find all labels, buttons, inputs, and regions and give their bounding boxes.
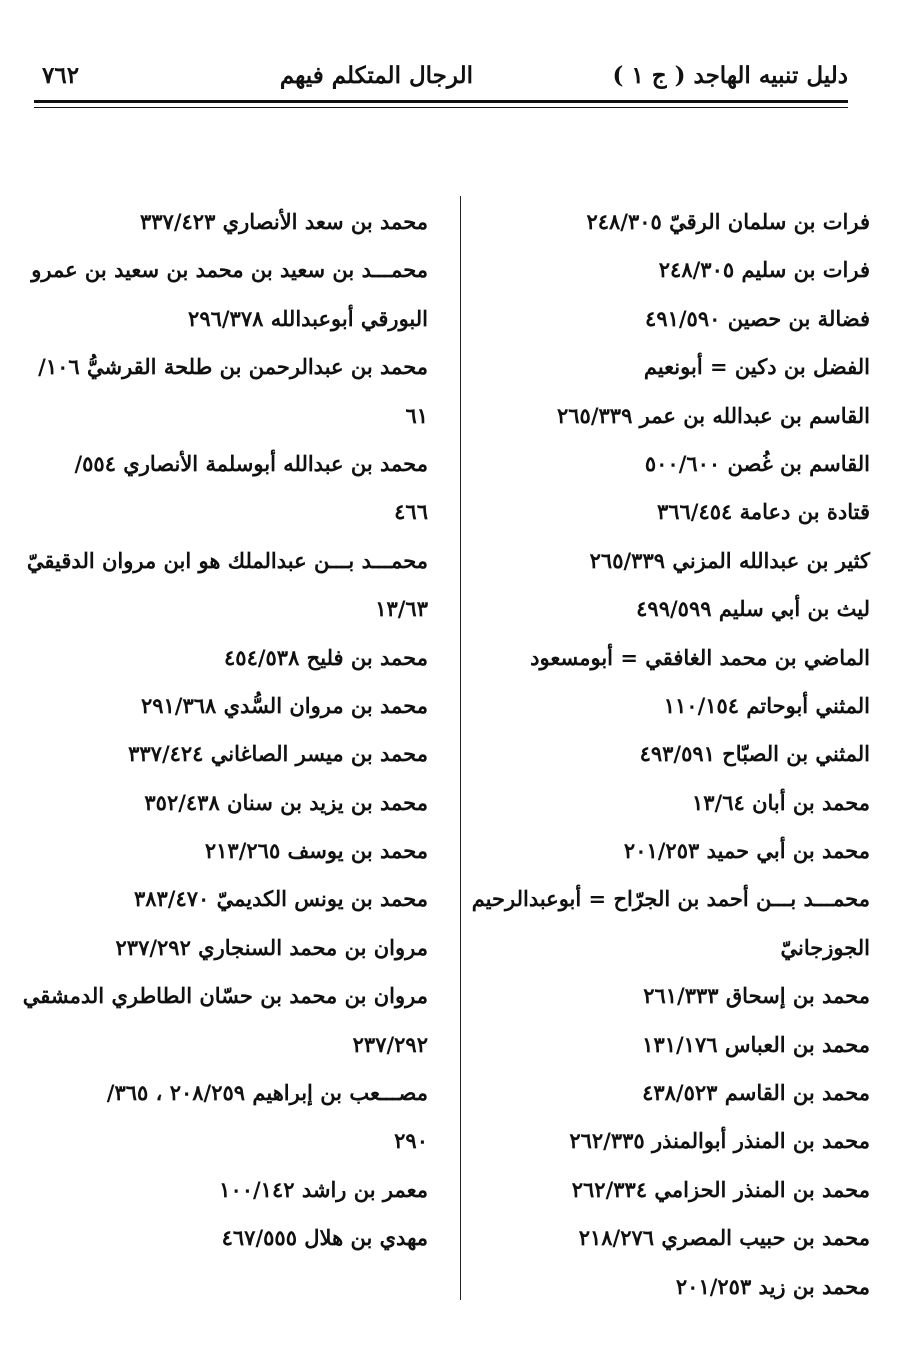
index-entry: محمـــد بن سعيد بن محمد بن سعيد بن عمرو <box>31 257 428 283</box>
index-entry: محمد بن العباس ١٣١/١٧٦ <box>642 1031 870 1057</box>
index-entry: محمد بن يزيد بن سنان ٣٥٢/٤٣٨ <box>144 789 428 815</box>
right-column <box>471 198 870 1311</box>
index-entry: فرات بن سليم ٢٤٨/٣٠٥ <box>658 257 870 283</box>
column-divider <box>460 196 461 1300</box>
index-entry: مصـــعب بن إبراهيم ٢٠٨/٢٥٩ ، ٣٦٥/ <box>106 1080 428 1106</box>
index-entry: القاسم بن عبدالله بن عمر ٢٦٥/٣٣٩ <box>557 402 870 428</box>
index-entry: محمـــد بـــن أحمد بن الجرّاح = أبوعبدالرحيم <box>471 886 870 912</box>
index-entry: كثير بن عبدالله المزني ٢٦٥/٣٣٩ <box>589 547 870 573</box>
index-entry: محمد بن فليح ٤٥٤/٥٣٨ <box>224 644 428 670</box>
index-entry: ٢٩٠ <box>394 1128 428 1154</box>
index-entry: ٤٦٦ <box>394 499 428 525</box>
index-entry: محمد بن ميسر الصاغاني ٣٣٧/٤٢٤ <box>128 741 428 767</box>
index-entry: محمد بن يوسف ٢١٣/٢٦٥ <box>204 838 428 864</box>
index-entry: معمر بن راشد ١٠٠/١٤٢ <box>219 1176 428 1202</box>
index-entry: محمد بن إسحاق ٢٦١/٣٣٣ <box>643 983 870 1009</box>
header-rule-thick <box>34 100 848 103</box>
header-rule-thin <box>34 107 848 108</box>
index-entry: الجوزجانيّ <box>780 934 870 960</box>
index-entry: محمد بن أبي حميد ٢٠١/٢٥٣ <box>623 838 870 864</box>
left-column <box>22 198 428 1263</box>
index-entry: محمد بن سعد الأنصاري ٣٣٧/٤٢٣ <box>140 209 428 234</box>
index-entry: مروان بن محمد السنجاري ٢٣٧/٢٩٢ <box>115 934 428 960</box>
book-title: دليل تنبيه الهاجد ( ج ١ ) <box>612 62 848 89</box>
section-title: الرجال المتكلم فيهم <box>279 62 473 89</box>
index-entry: المثني بن الصبّاح ٤٩٣/٥٩١ <box>639 741 870 767</box>
index-entry: محمد بن القاسم ٤٣٨/٥٢٣ <box>642 1080 870 1106</box>
index-entry: محمد بن عبدالرحمن بن طلحة القرشيُّ ١٠٦/ <box>38 354 428 380</box>
index-entry: محمد بن حبيب المصري ٢١٨/٢٧٦ <box>578 1225 870 1251</box>
index-entry: محمد بن مروان السُّدي ٢٩١/٣٦٨ <box>140 692 428 718</box>
index-entry: ليث بن أبي سليم ٤٩٩/٥٩٩ <box>636 596 870 622</box>
index-entry: محمـــد بـــن عبدالملك هو ابن مروان الدقيقيّ <box>26 547 428 573</box>
index-entry: قتادة بن دعامة ٣٦٦/٤٥٤ <box>656 499 870 525</box>
index-entry: الماضي بن محمد الغافقي = أبومسعود <box>530 644 870 670</box>
index-entry: المثني أبوحاتم ١١٠/١٥٤ <box>663 692 870 718</box>
page-number: ٧٦٢ <box>42 62 80 89</box>
index-entry: محمد بن أبان ١٣/٦٤ <box>691 789 870 815</box>
index-entry: ٢٣٧/٢٩٢ <box>352 1031 428 1057</box>
index-entry: البورقي أبوعبدالله ٢٩٦/٣٧٨ <box>188 305 428 331</box>
index-entry: محمد بن عبدالله أبوسلمة الأنصاري ٥٥٤/ <box>74 450 428 476</box>
index-entry: محمد بن زيد ٢٠١/٢٥٣ <box>675 1273 870 1299</box>
index-entry: ٦١ <box>405 402 428 428</box>
index-entry: القاسم بن غُصن ٥٠٠/٦٠٠ <box>644 450 870 476</box>
index-entry: ١٣/٦٣ <box>375 596 428 622</box>
index-entry: الفضل بن دكين = أبونعيم <box>643 354 870 380</box>
index-entry: محمد بن المنذر الحزامي ٢٦٢/٣٣٤ <box>571 1176 870 1202</box>
index-entry: مروان بن محمد بن حسّان الطاطري الدمشقي <box>22 983 428 1009</box>
index-entry: فرات بن سلمان الرقيّ ٢٤٨/٣٠٥ <box>586 209 870 234</box>
index-entry: محمد بن المنذر أبوالمنذر ٢٦٢/٣٣٥ <box>569 1128 870 1154</box>
index-entry: فضالة بن حصين ٤٩١/٥٩٠ <box>645 305 870 331</box>
page-header <box>36 58 848 98</box>
index-entry: محمد بن يونس الكديميّ ٣٨٣/٤٧٠ <box>133 886 428 912</box>
index-entry: مهدي بن هلال ٤٦٧/٥٥٥ <box>221 1225 428 1251</box>
